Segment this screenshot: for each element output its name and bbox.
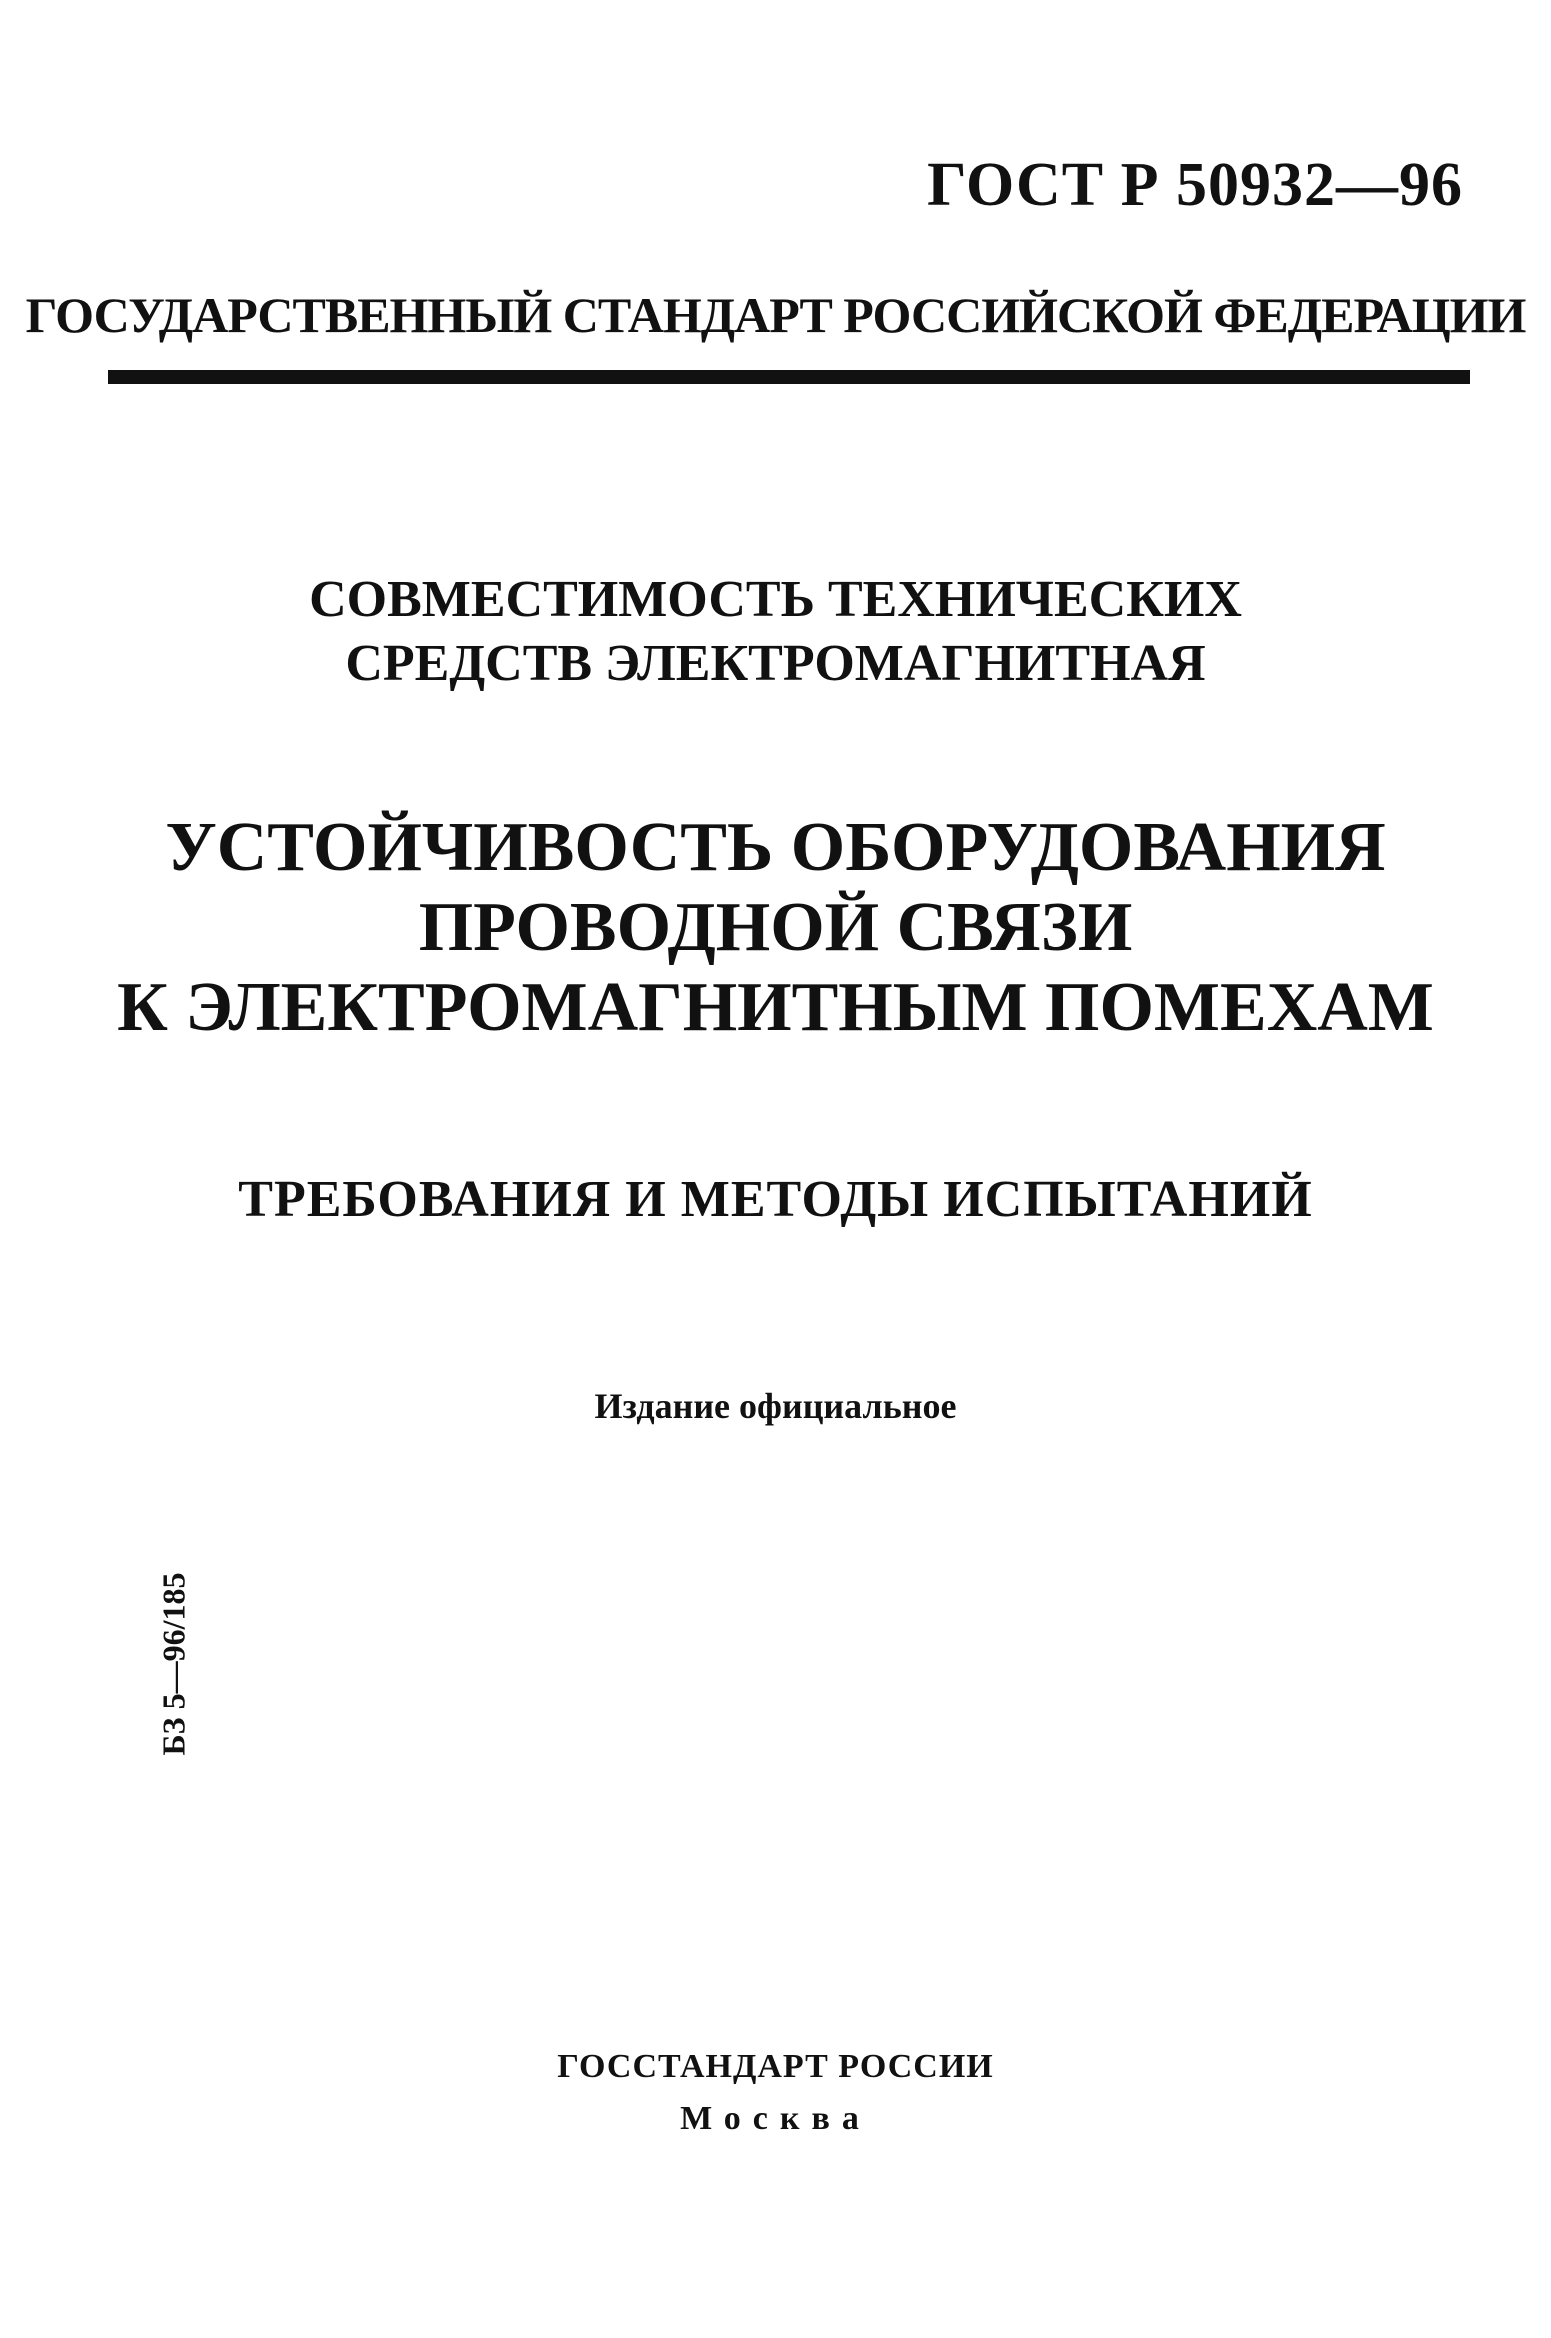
- standard-type-heading: ГОСУДАРСТВЕННЫЙ СТАНДАРТ РОССИЙСКОЙ ФЕДЕРАЦИИ: [25, 287, 1526, 343]
- series-title-line: СОВМЕСТИМОСТЬ ТЕХНИЧЕСКИХ: [309, 571, 1242, 628]
- series-title-line: СРЕДСТВ ЭЛЕКТРОМАГНИТНАЯ: [345, 635, 1206, 692]
- publisher-city: Москва: [680, 2100, 871, 2137]
- main-title: [0, 808, 1551, 1048]
- subtitle: ТРЕБОВАНИЯ И МЕТОДЫ ИСПЫТАНИЙ: [238, 1171, 1313, 1228]
- publisher-name: ГОССТАНДАРТ РОССИИ: [557, 2048, 994, 2085]
- side-code: [154, 1534, 194, 1794]
- side-code-text: БЗ 5—96/185: [155, 1572, 192, 1756]
- main-title-line: К ЭЛЕКТРОМАГНИТНЫМ ПОМЕХАМ: [117, 969, 1434, 1046]
- document-number: ГОСТ Р 50932—96: [927, 151, 1463, 219]
- series-title: [0, 568, 1551, 696]
- edition-label: Издание официальное: [594, 1386, 957, 1426]
- main-title-line: ПРОВОДНОЙ СВЯЗИ: [418, 889, 1133, 966]
- header-divider-rule: [108, 370, 1470, 384]
- main-title-line: УСТОЙЧИВОСТЬ ОБОРУДОВАНИЯ: [165, 809, 1386, 886]
